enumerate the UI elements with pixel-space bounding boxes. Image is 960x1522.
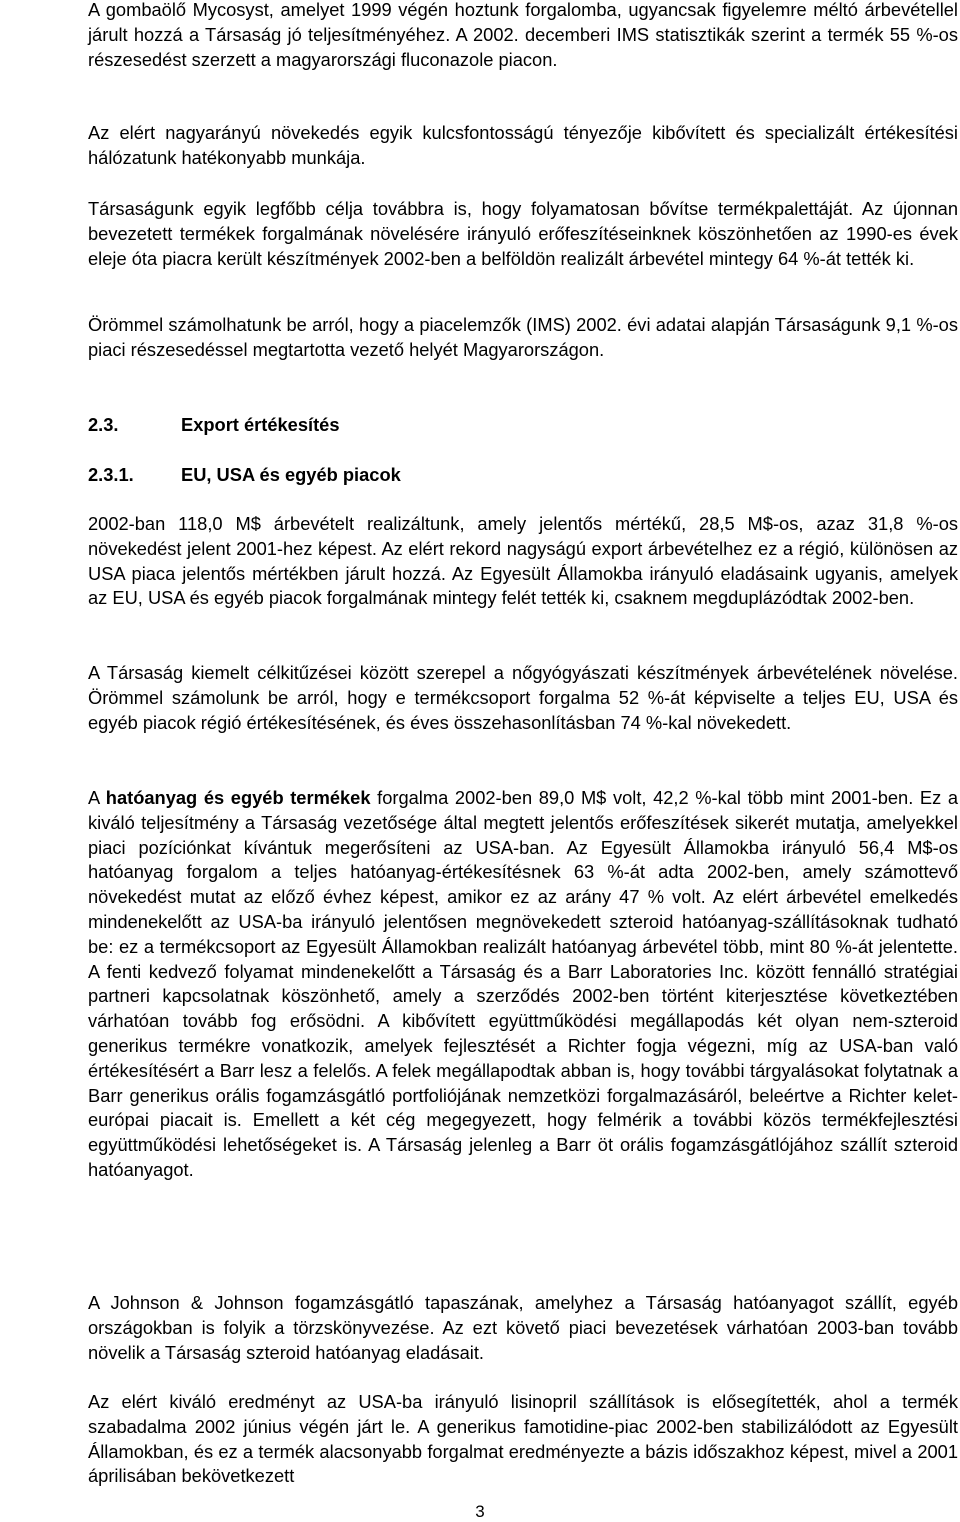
paragraph-export-revenue: 2002-ban 118,0 M$ árbevételt realizáltunk, amely jelentős mértékű, 28,5 M$-os, azaz 31,8 %-os növekedést jelent 2001-hez képest. Az elért rekord nagyságú export árbevételhez ez a régió, különösen az USA piaca jelentős mértékben járult hozzá. Az Egyesült Államokba irányuló eladásaink ugyanis, amelyek az EU, USA és egyéb piacok forgalmának mintegy felét tették ki, csaknem megduplázódtak 2002-ben. xyxy=(88,513,958,609)
page-number: 3 xyxy=(475,1502,485,1521)
section-heading-eu-usa xyxy=(88,463,958,487)
paragraph-active-ingredients: A hatóanyag és egyéb termékek forgalma 2002-ben 89,0 M$ volt, 42,2 %-kal több mint 2001-ben. Ez a kiváló teljesítmény a Társaság vezetősége által megtett jelentős erőfeszítések sikerét mutatja, amelyekkel piaci pozíciónkat kívántuk megerősíteni az USA-ban. Az Egyesült Államokba irányuló 56,4 M$-os hatóanyag forgalom a teljes hatóanyag-értékesítésnek 63 %-át adta 2002-ben, amely számottevő növekedést mutat az előző évhez képest, amikor ez az arány 47 % volt. Az elért árbevétel emelkedés mindenekelőtt az USA-ba irányuló jelentősen megnövekedett szteroid hatóanyag-szállításoknak tudható be: ez a termékcsoport az Egyesült Államokban realizált hatóanyag árbevétel több, mint 80 %-át jelentette. A fenti kedvező folyamat mindenekelőtt a Társaság és a Barr Laboratories Inc. között fennálló stratégiai partneri kapcsolatnak köszönhető, amely a szerződés 2002-ben történt kiterjesztése következtében várhatóan tovább fog erősödni. A kibővített együttműködési megállapodás két olyan nem-szteroid generikus termékre vonatkozik, amelyek fejlesztését a Richter fogja végezni, míg az USA-ban való értékesítésért a Barr lesz a felelős. A felek megállapodtak abban is, hogy további tárgyalásokat folytatnak a Barr generikus orális fogamzásgátló portfoliójának nemzetközi forgalmazásáról, beleértve a Richter kelet-európai piacait is. Emellett a két cég megegyezett, hogy felmérik a további közös termékfejlesztési együttműködési lehetőségeket is. A Társaság jelenleg a Barr öt orális fogamzásgátlójához szállít szteroid hatóanyagot. xyxy=(88,787,959,1180)
section-number: 2.3.1. xyxy=(88,464,134,485)
paragraph-product-portfolio: Társaságunk egyik legfőbb célja továbbra is, hogy folyamatosan bővítse termékpalettáját. Az újonnan bevezetett termékek forgalmának növelésére irányuló erőfeszítéseinknek köszönhetően az 1990-es évek eleje óta piacra került készítmények 2002-ben a belföldön realizált árbevétel mintegy 64 %-át tették ki. xyxy=(88,198,958,269)
section-number: 2.3. xyxy=(88,414,119,435)
paragraph-johnson-johnson: A Johnson & Johnson fogamzásgátló tapaszának, amelyhez a Társaság hatóanyagot szállít, egyéb országokban is folyik a törzskönyvezése. Az ezt követő piaci bevezetések várhatóan 2003-ban tovább növelik a Társaság szteroid hatóanyag eladásait. xyxy=(88,1292,958,1363)
paragraph-mycosyst: A gombaölő Mycosyst, amelyet 1999 végén hoztunk forgalomba, ugyancsak figyelemre méltó árbevétellel járult hozzá a Társaság jó teljesítményéhez. A 2002. decemberi IMS statisztikák szerint a termék 55 %-os részesedést szerzett a magyarországi fluconazole piacon. xyxy=(88,0,958,70)
bold-term: hatóanyag és egyéb termékek xyxy=(105,787,371,808)
paragraph-market-share: Örömmel számolhatunk be arról, hogy a piacelemzők (IMS) 2002. évi adatai alapján Társaságunk 9,1 %-os piaci részesedéssel megtartotta vezető helyét Magyarországon. xyxy=(88,314,958,360)
section-title: EU, USA és egyéb piacok xyxy=(181,464,401,485)
paragraph-lisinopril: Az elért kiváló eredményt az USA-ba irányuló lisinopril szállítások is elősegítették, ahol a termék szabadalma 2002 június végén járt le. A generikus famotidine-piac 2002-ben stabilizálódott az Egyesült Államokban, és ez a termék alacsonyabb forgalmat eredményezte a bázis időszakhoz képest, mivel a 2001 áprilisában bekövetkezett xyxy=(88,1391,958,1487)
section-heading-export xyxy=(88,413,958,437)
paragraph-sales-network: Az elért nagyarányú növekedés egyik kulcsfontosságú tényezője kibővített és specializált értékesítési hálózatunk hatékonyabb munkája. xyxy=(88,122,958,168)
paragraph-gynecology: A Társaság kiemelt célkitűzései között szerepel a nőgyógyászati készítmények árbevételének növelése. Örömmel számolunk be arról, hogy e termékcsoport forgalma 52 %-át képviselte a teljes EU, USA és egyéb piacok régió értékesítésének, és éves összehasonlításban 74 %-kal növekedett. xyxy=(88,662,958,733)
section-title: Export értékesítés xyxy=(181,414,340,435)
